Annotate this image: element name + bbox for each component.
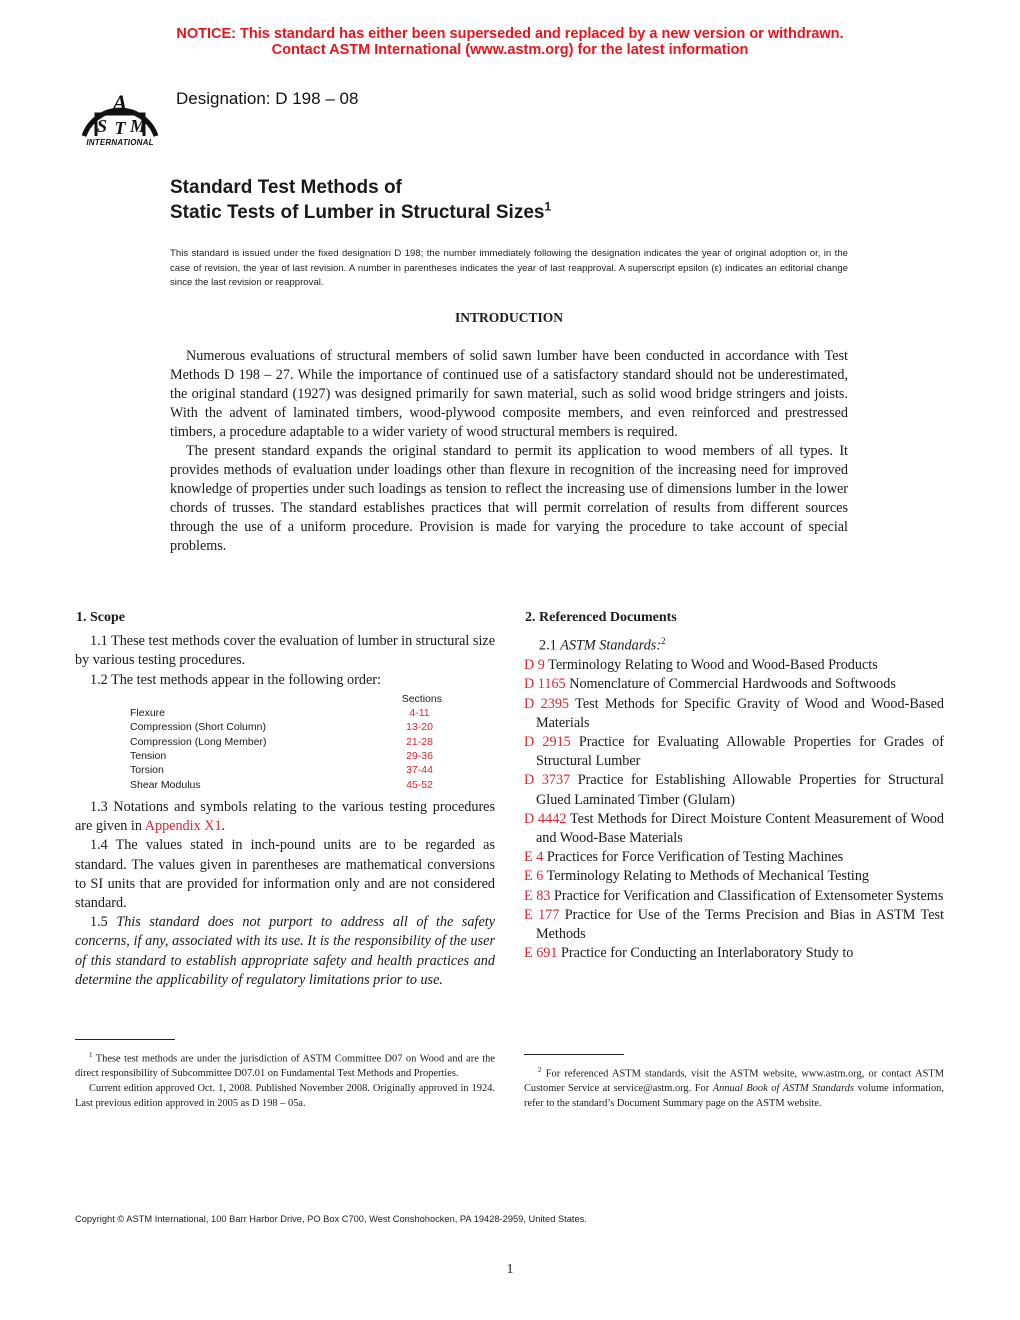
footnote-2-para	[524, 1063, 944, 1111]
intro-paragraph-2: The present standard expands the original standard to permit its application to wood members of all types. It provides methods of evaluation under loadings other than flexure in recognition of the increasing need for improved knowledge of properties under such loadings as tension to reflect the increasing use of dimensions lumber in the lower chords of trusses. The standard establishes practices that will permit correlation of results from different sources through the use of a uniform procedure. Provision is made for varying the procedure to take account of special problems.	[170, 443, 848, 554]
scope-1-5-number: 1.5	[90, 914, 117, 931]
introduction-heading: INTRODUCTION	[454, 310, 563, 325]
scope-1-5-text: This standard does not purport to address all of the safety concerns, if any, associated with its use. It is the responsibility of the user of this standard to establish appropriate safety and health practices and determine the applicability of regulatory limitations prior to use.	[75, 914, 495, 988]
reference-title: Practice for Establishing Allowable Properties for Structural Glued Laminated Timber (Glulam)	[536, 772, 944, 808]
reference-item	[524, 867, 944, 886]
sections-row-link[interactable]: 29-36	[406, 750, 433, 762]
sections-row-link[interactable]: 45-52	[406, 778, 433, 791]
scope-1-3-text: 1.3 Notations and symbols relating to the various testing procedures are given in	[75, 798, 495, 835]
references-heading: 2. Referenced Documents	[525, 610, 677, 625]
sections-row	[130, 749, 452, 763]
sections-row-name: Torsion	[130, 764, 164, 777]
footnote-1-para-b: Current edition approved Oct. 1, 2008. Published November 2008. Originally approved in 1924. Last previous edition approved in 2005 as D 198 – 05a.	[75, 1083, 495, 1110]
reference-item	[524, 887, 944, 906]
sections-table-header: Sections	[401, 692, 442, 705]
reference-link[interactable]: D 1165	[524, 676, 566, 693]
svg-text:A: A	[112, 90, 128, 115]
sections-row	[130, 763, 452, 777]
reference-title: Practice for Evaluating Allowable Properties for Grades of Structural Lumber	[536, 733, 944, 770]
sections-row-link[interactable]: 13-20	[406, 721, 433, 734]
reference-link[interactable]: D 9	[524, 657, 545, 674]
sections-row-link[interactable]: 4-11	[409, 707, 430, 720]
references-sub-label: ASTM Standards:	[560, 637, 662, 654]
scope-1-3	[75, 798, 495, 836]
document-title	[170, 175, 551, 225]
reference-item	[524, 810, 944, 848]
footnote-rule-right	[524, 1054, 624, 1055]
footnote-rule-left	[75, 1039, 175, 1040]
reference-title: Practice for Conducting an Interlaboratory Study to	[557, 945, 854, 962]
designation: Designation: D 198 – 08	[176, 89, 359, 108]
reference-link[interactable]: E 691	[524, 945, 558, 962]
sections-table	[130, 692, 452, 792]
sections-row-name: Compression (Long Member)	[130, 735, 267, 748]
scope-1-2: 1.2 The test methods appear in the following order:	[90, 671, 381, 688]
reference-item	[524, 733, 944, 771]
sections-row-name: Tension	[130, 750, 167, 762]
withdrawal-notice	[0, 26, 1020, 58]
reference-title: Terminology Relating to Methods of Mechanical Testing	[543, 868, 870, 885]
reference-item	[524, 944, 944, 963]
sections-row	[130, 735, 452, 749]
scope-1-1: 1.1 These test methods cover the evaluation of lumber in structural size by various testing procedures.	[75, 633, 495, 669]
scope-1-5	[75, 913, 495, 990]
reference-title: Practices for Force Verification of Testing Machines	[543, 849, 844, 866]
sections-row-name: Compression (Short Column)	[130, 721, 266, 734]
astm-logo	[78, 74, 162, 150]
appendix-x1-link[interactable]: Appendix X1	[144, 818, 222, 835]
scope-1-4: 1.4 The values stated in inch-pound units are to be regarded as standard. The values given in parentheses are mathematical conversions to SI units that are provided for information only and are not considered standard.	[75, 837, 495, 911]
reference-title: Practice for Verification and Classification of Extensometer Systems	[550, 887, 944, 904]
reference-link[interactable]: D 2915	[524, 733, 571, 750]
reference-item	[524, 656, 944, 675]
astm-logo-icon	[78, 74, 162, 138]
notice-line-2: Contact ASTM International (www.astm.org) for the latest information	[271, 42, 749, 58]
references-subheading	[524, 632, 944, 656]
reference-link[interactable]: D 3737	[524, 772, 571, 789]
references-sub-number: 2.1	[539, 637, 561, 654]
footnote-2	[524, 1063, 944, 1111]
title-line-2-text: Static Tests of Lumber in Structural Sizes	[170, 202, 545, 223]
reference-link[interactable]: D 4442	[524, 810, 567, 827]
sections-row-link[interactable]: 21-28	[406, 735, 433, 748]
intro-paragraph-1: Numerous evaluations of structural members of solid sawn lumber have been conducted in accordance with Test Methods D 198 – 27. While the importance of continued use of a satisfactory standard should not be underestimated, the original standard (1927) was designed primarily for sawn material, such as solid wood bridge stringers and joists. With the advent of laminated timbers, wood-plywood composite members, and even reinforced and prestressed timbers, a procedure adaptable to a wider variety of wood structural members is required.	[170, 348, 848, 440]
reference-title: Nomenclature of Commercial Hardwoods and Softwoods	[565, 676, 896, 693]
svg-text:T: T	[114, 118, 126, 138]
reference-link[interactable]: D 2395	[524, 695, 570, 712]
reference-link[interactable]: E 177	[524, 906, 560, 923]
notice-line-1: NOTICE: This standard has either been superseded and replaced by a new version or withdrawn.	[176, 26, 844, 42]
footnote-1-text: These test methods are under the jurisdiction of ASTM Committee D07 on Wood and are the direct responsibility of Subcommittee D07.01 on Fundamental Test Methods and Properties.	[75, 1053, 495, 1080]
reference-item	[524, 675, 944, 694]
references-footnote-ref[interactable]: 2	[661, 636, 666, 647]
footnote-2-text-a: For referenced ASTM standards, visit the ASTM website, www.astm.org, or contact ASTM Customer Service at service@astm.org. For	[524, 1068, 944, 1095]
reference-title: Test Methods for Direct Moisture Content Measurement of Wood and Wood-Base Materials	[536, 810, 944, 846]
scope-column	[75, 608, 495, 990]
sections-row	[130, 778, 452, 792]
footnote-2-book-title: Annual Book of ASTM Standards	[712, 1083, 855, 1095]
reference-item	[524, 906, 944, 944]
reference-title: Practice for Use of the Terms Precision and Bias in ASTM Test Methods	[536, 906, 944, 942]
page-number: 1	[506, 1262, 514, 1277]
copyright: Copyright © ASTM International, 100 Barr Harbor Drive, PO Box C700, West Conshohocken, PA 19428-2959, United States.	[75, 1214, 587, 1224]
sections-row-link[interactable]: 37-44	[406, 764, 433, 777]
title-line-1: Standard Test Methods of	[170, 177, 402, 198]
svg-text:M: M	[129, 116, 147, 136]
footnote-2-text-b: volume information, refer to the standard’s Document Summary page on the ASTM website.	[524, 1083, 944, 1110]
svg-text:S: S	[96, 116, 108, 136]
sections-row-name: Flexure	[130, 707, 166, 720]
reference-item	[524, 848, 944, 867]
references-column	[524, 608, 944, 963]
sections-row	[130, 720, 452, 734]
footnote-2-marker: 2	[538, 1066, 542, 1074]
reference-link[interactable]: E 6	[524, 868, 544, 885]
sections-row-name: Shear Modulus	[130, 778, 201, 791]
introduction-body	[170, 347, 848, 556]
reference-item	[524, 695, 944, 733]
reference-link[interactable]: E 4	[524, 849, 544, 866]
footnote-1-marker: 1	[89, 1051, 93, 1059]
reference-title: Terminology Relating to Wood and Wood-Based Products	[544, 657, 878, 674]
footnote-1	[75, 1048, 495, 1111]
reference-link[interactable]: E 83	[524, 887, 551, 904]
reference-item	[524, 771, 944, 809]
title-line-2	[170, 200, 551, 225]
logo-caption: INTERNATIONAL	[86, 138, 154, 147]
reference-title: Test Methods for Specific Gravity of Wood and Wood-Based Materials	[536, 695, 944, 731]
sections-row	[130, 706, 452, 720]
scope-1-3-end: .	[221, 818, 226, 835]
scope-heading: 1. Scope	[76, 610, 125, 625]
footnote-1-para-a	[75, 1048, 495, 1081]
title-footnote-ref[interactable]: 1	[544, 199, 552, 214]
issue-note: This standard is issued under the fixed designation D 198; the number immediately following the designation indicates the year of original adoption or, in the case of revision, the year of last revision. A number in parentheses indicates the year of last reapproval. A superscript epsilon (ε) indicates an editorial change since the last revision or reapproval.	[170, 248, 848, 288]
